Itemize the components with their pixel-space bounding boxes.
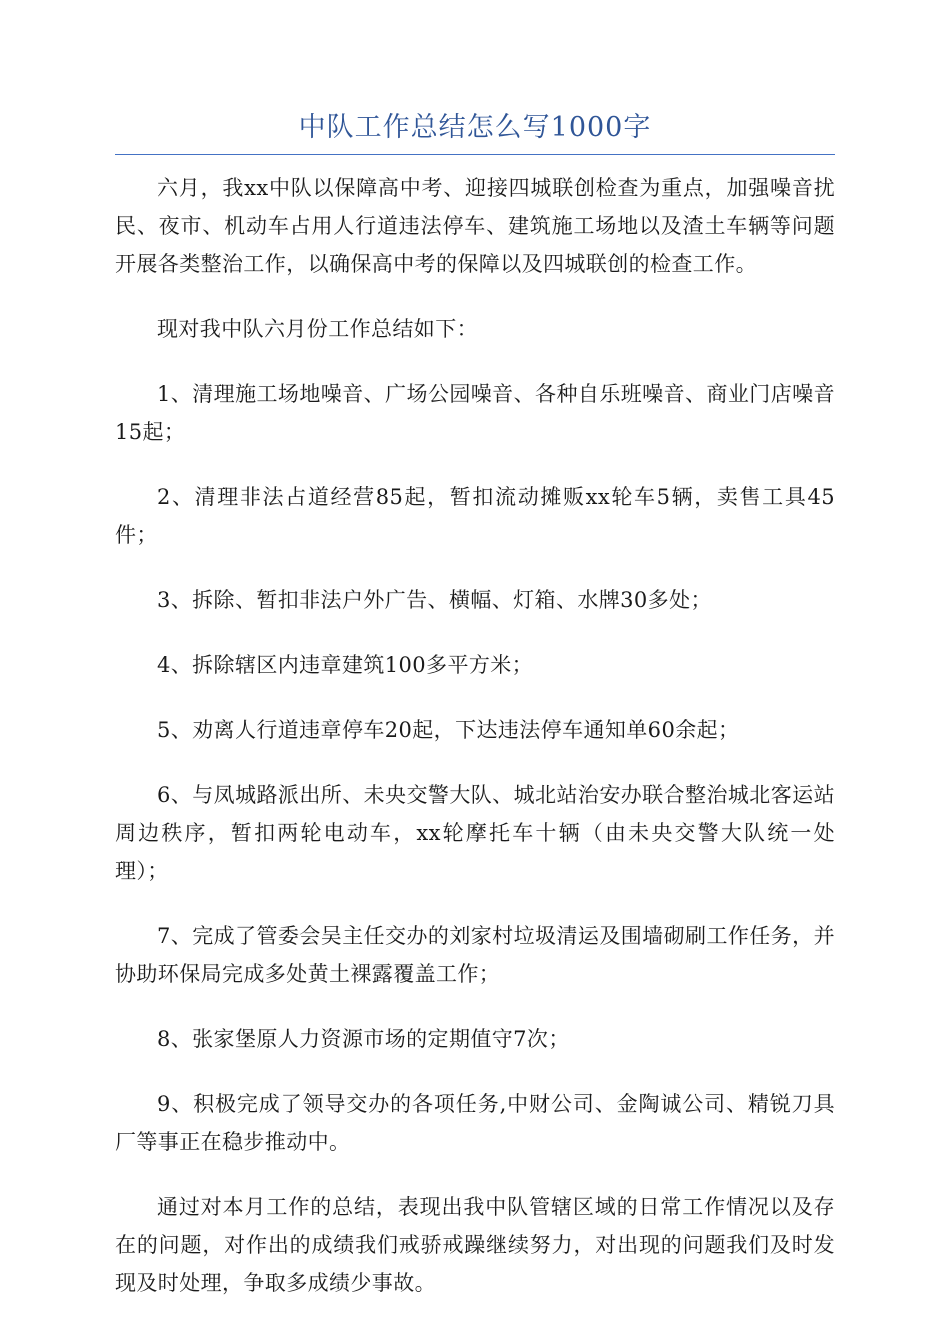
paragraph-conclusion: 通过对本月工作的总结，表现出我中队管辖区域的日常工作情况以及存在的问题，对作出的成绩我们戒骄戒躁继续努力，对出现的问题我们及时发现及时处理，争取多成绩少事故。 xyxy=(115,1195,835,1295)
list-item-2: 2、清理非法占道经营85起，暂扣流动摊贩xx轮车5辆，卖售工具45件； xyxy=(115,485,835,547)
list-item-8: 8、张家堡原人力资源市场的定期值守7次； xyxy=(157,1027,570,1051)
document-body xyxy=(115,169,835,1329)
list-item-7: 7、完成了管委会吴主任交办的刘家村垃圾清运及围墙砌刷工作任务，并协助环保局完成多处黄土裸露覆盖工作； xyxy=(115,924,835,986)
page-title: 中队工作总结怎么写1000字 xyxy=(298,112,652,143)
list-item-6: 6、与凤城路派出所、未央交警大队、城北站治安办联合整治城北客运站周边秩序，暂扣两轮电动车，xx轮摩托车十辆（由未央交警大队统一处理）； xyxy=(115,783,835,883)
list-item-1: 1、清理施工场地噪音、广场公园噪音、各种自乐班噪音、商业门店噪音15起； xyxy=(115,382,835,444)
title-block xyxy=(115,108,835,148)
title-underline xyxy=(115,154,835,155)
list-item-5: 5、劝离人行道违章停车20起，下达违法停车通知单60余起； xyxy=(157,718,740,742)
paragraph-intro: 六月，我xx中队以保障高中考、迎接四城联创检查为重点，加强噪音扰民、夜市、机动车占用人行道违法停车、建筑施工场地以及渣土车辆等问题开展各类整治工作，以确保高中考的保障以及四城联创的检查工作。 xyxy=(115,176,835,276)
list-item-9: 9、积极完成了领导交办的各项任务,中财公司、金陶诚公司、精锐刀具厂等事正在稳步推动中。 xyxy=(115,1092,835,1154)
list-item-4: 4、拆除辖区内违章建筑100多平方米； xyxy=(157,653,534,677)
paragraph-summary-heading: 现对我中队六月份工作总结如下： xyxy=(157,317,478,341)
list-item-3: 3、拆除、暂扣非法户外广告、横幅、灯箱、水牌30多处； xyxy=(157,588,712,612)
